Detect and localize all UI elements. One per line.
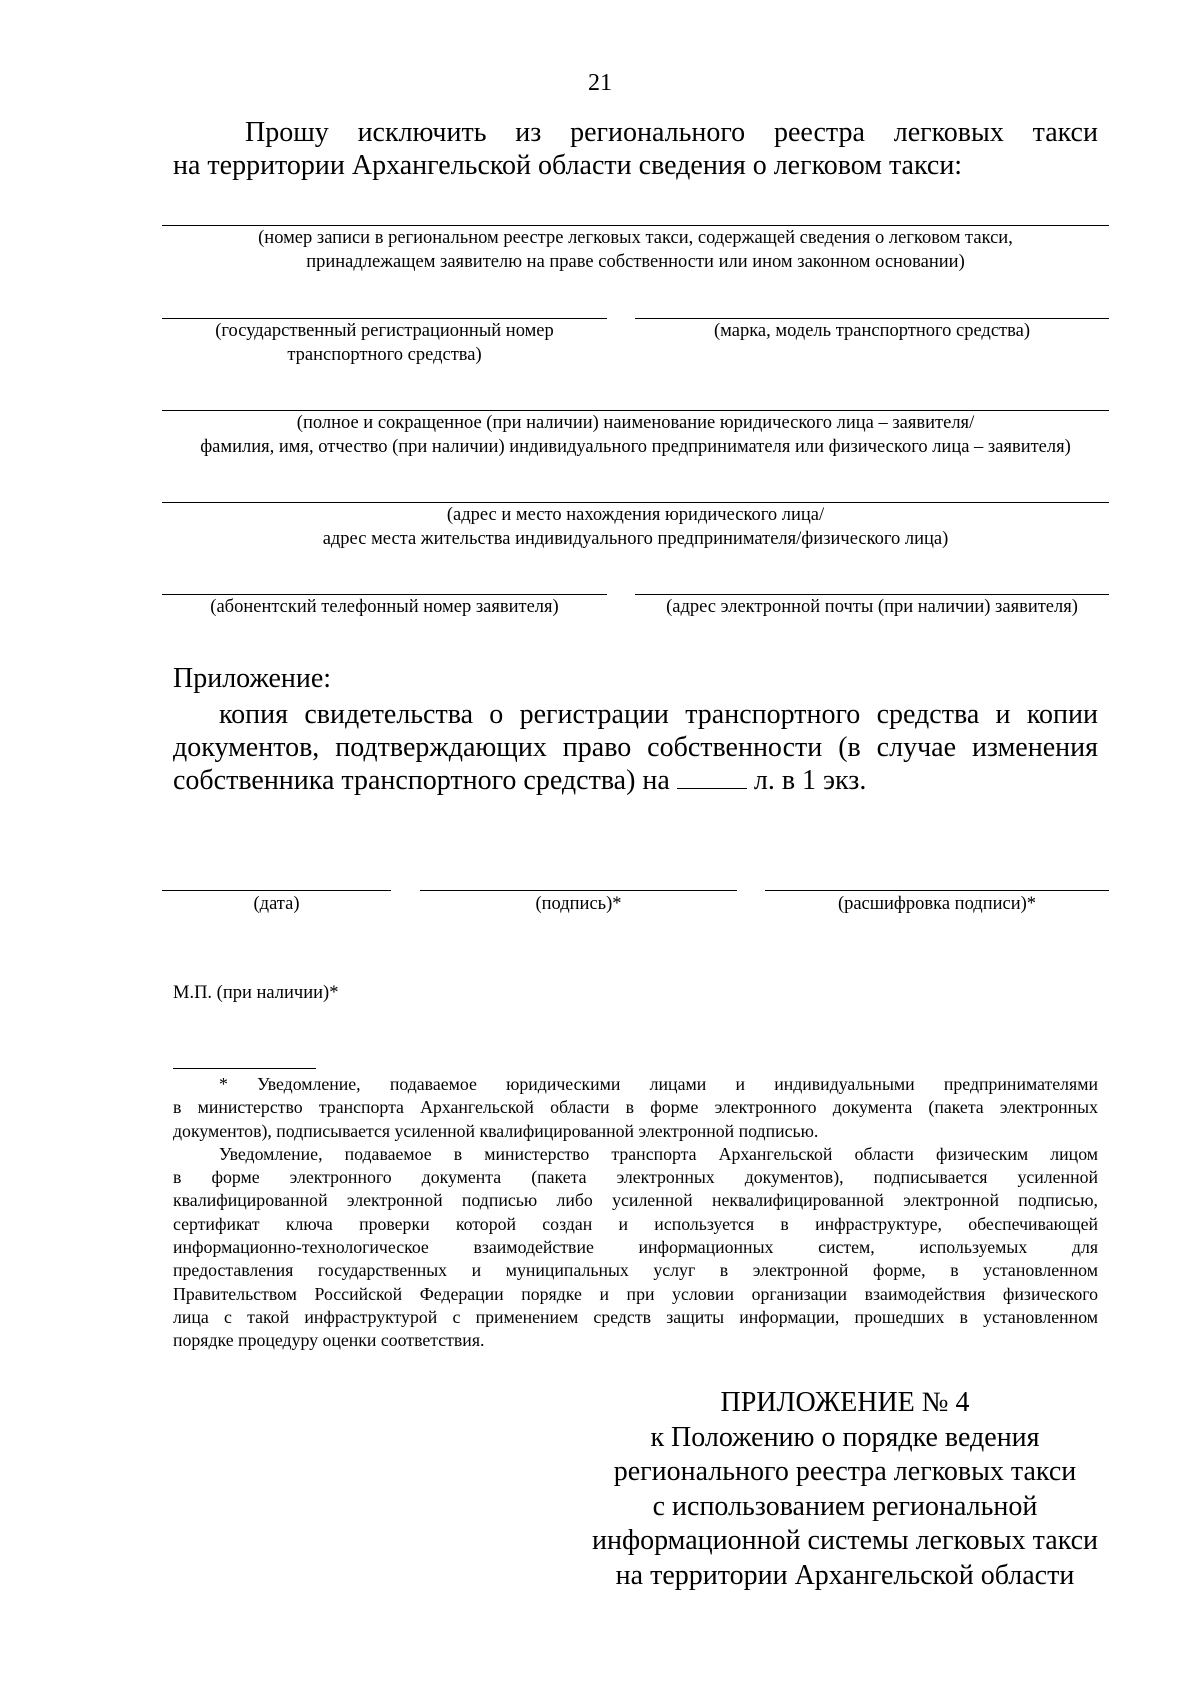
request-word: Прошу (245, 117, 329, 148)
footnote-line: * Уведомление, подаваемое юридическими лицами и индивидуальными предпринимателями (219, 1074, 1098, 1094)
date-field-line[interactable] (162, 890, 391, 891)
signature-decoding-caption: (расшифровка подписи)* (837, 894, 1037, 914)
reg-number-caption (162, 319, 607, 367)
annex-line: на территории Архангельской области (615, 1559, 1075, 1591)
applicant-name-caption (162, 411, 1109, 459)
footnote-line: квалифицированной электронной подписью либо усиленной неквалифицированной электронной подписью, (173, 1190, 1098, 1211)
appendix-body (173, 698, 1098, 797)
request-line-2: на территории Архангельской области сведения о легковом такси: (173, 150, 963, 181)
footnote-line: в министерство транспорта Архангельской области в форме электронного документа (пакета электронных (173, 1097, 1098, 1118)
annex-header (560, 1386, 1130, 1593)
phone-caption: (абонентский телефонный номер заявителя) (210, 597, 559, 617)
signature-field-line[interactable] (420, 890, 737, 891)
footnote-line: сертификат ключа проверки которой создан и используется в инфраструктуре, обеспечивающей (173, 1213, 1098, 1234)
caption-line: принадлежащем заявителю на праве собственности или ином законном основании) (306, 252, 965, 272)
record-number-caption (162, 226, 1109, 274)
footnote-line: порядке процедуру оценки соответствия. (173, 1330, 485, 1351)
caption-line: адрес места жительства индивидуального предпринимателя/физического лица) (322, 529, 949, 549)
footnote-line: в форме электронного документа (пакета электронных документов), подписывается усиленной (173, 1167, 1098, 1188)
appendix-text: л. в 1 экз. (753, 765, 867, 796)
footnote (173, 1073, 1098, 1353)
caption-line: (номер записи в региональном реестре легковых такси, содержащей сведения о легковом такси, (258, 228, 1013, 248)
stamp-place: М.П. (при наличии)* (173, 983, 339, 1003)
footnote-line: предоставления государственных и муниципальных услуг в электронной форме, в установленном (173, 1260, 1098, 1281)
request-word: регионального (570, 117, 746, 148)
caption-line: (полное и сокращенное (при наличии) наименование юридического лица – заявителя/ (296, 413, 975, 433)
page-number: 21 (588, 70, 612, 96)
annex-line: регионального реестра легковых такси (613, 1456, 1077, 1487)
annex-line: с использованием региональной (652, 1490, 1038, 1522)
request-word: легковых (893, 117, 1004, 148)
caption-line: (адрес и место нахождения юридического лица/ (446, 505, 825, 525)
footnote-line: информационно-технологическое взаимодействие информационных систем, используемых для (173, 1237, 1098, 1258)
footnote-paragraph-2 (173, 1143, 1098, 1353)
appendix-heading: Приложение: (173, 663, 332, 694)
appendix-text: собственника транспортного средства) на (173, 765, 670, 796)
caption-line: (государственный регистрационный номер (215, 321, 554, 341)
signature-decoding-field-line[interactable] (765, 890, 1109, 891)
date-caption: (дата) (253, 894, 300, 914)
footnote-line: Правительством Российской Федерации порядке и при условии организации взаимодействия физического (173, 1283, 1098, 1304)
annex-line: к Положению о порядке ведения (650, 1421, 1040, 1453)
email-caption: (адрес электронной почты (при наличии) заявителя) (666, 597, 1078, 617)
make-model-caption: (марка, модель транспортного средства) (714, 321, 1030, 341)
caption-line: транспортного средства) (287, 345, 482, 365)
request-word: из (515, 117, 542, 148)
address-caption (162, 503, 1109, 551)
footnote-separator (173, 1068, 316, 1069)
caption-line: фамилия, имя, отчество (при наличии) индивидуального предпринимателя или физического лица – заявителя) (200, 437, 1071, 457)
appendix-line: копия свидетельства о регистрации транспортного средства и копии (219, 699, 1098, 730)
request-paragraph (173, 116, 1098, 182)
footnote-line: Уведомление, подаваемое в министерство транспорта Архангельской области физическим лицом (219, 1143, 1098, 1164)
request-line-1 (173, 116, 1098, 149)
footnote-line: лица с такой инфраструктурой с применением средств защиты информации, прошедших в установленном (173, 1306, 1098, 1327)
appendix-line: документов, подтверждающих право собственности (в случае изменения (173, 732, 1098, 763)
annex-title: ПРИЛОЖЕНИЕ № 4 (720, 1387, 970, 1418)
signature-caption: (подпись)* (535, 894, 622, 914)
appendix-line (173, 764, 1098, 797)
request-word: такси (1032, 117, 1098, 148)
annex-line: информационной системы легковых такси (591, 1525, 1099, 1556)
sheet-count-blank[interactable] (677, 764, 747, 789)
request-word: исключить (357, 117, 487, 148)
footnote-line: документов), подписывается усиленной квалифицированной электронной подписью. (173, 1120, 819, 1141)
request-word: реестра (773, 117, 865, 148)
